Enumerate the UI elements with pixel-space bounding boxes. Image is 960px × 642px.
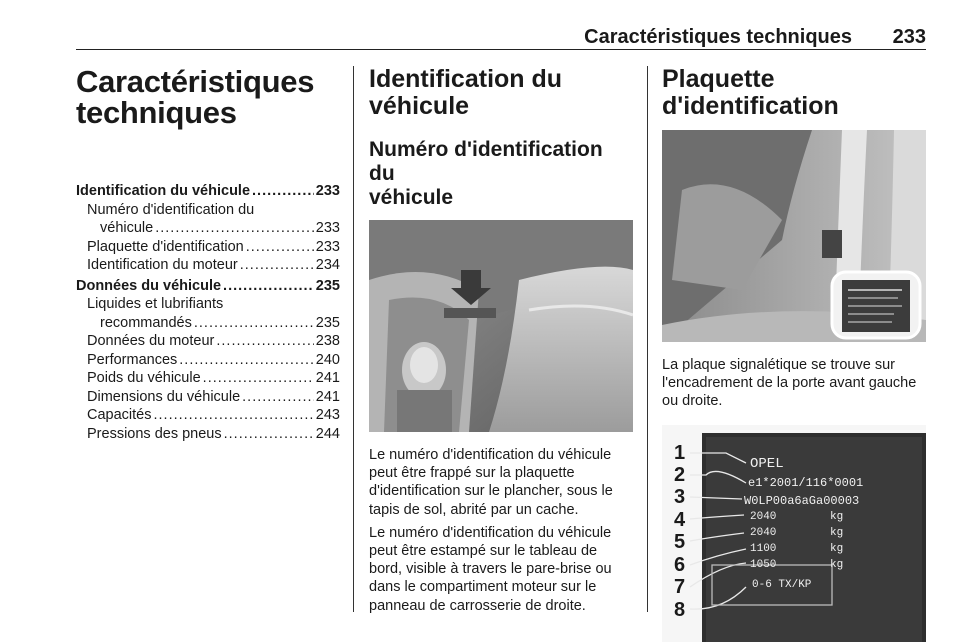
plate-weight: 1100 [750, 542, 777, 555]
callout-number: 7 [674, 575, 686, 598]
column-divider [353, 66, 354, 612]
toc-entry[interactable]: Dimensions du véhicule ..... 241 [76, 388, 340, 407]
callout-number: 6 [674, 553, 686, 576]
toc-entry[interactable]: Performances ..... 240 [76, 351, 340, 370]
vin-description [369, 446, 633, 615]
plate-column [662, 66, 926, 642]
page-number: 233 [892, 26, 926, 48]
callout-number: 5 [674, 530, 686, 553]
paragraph: Le numéro d'identification du véhicule peut être estampé sur le tableau de bord, visible à travers le pare-brise ou dans le compartiment moteur sur le panneau de carrosserie de droite. [369, 524, 612, 614]
paragraph: Le numéro d'identification du véhicule peut être frappé sur la plaquette d'identification sur le plancher, sous le tapis de sol, abrité par un cache. [369, 447, 613, 518]
plate-description [662, 356, 926, 411]
toc-entry[interactable]: Numéro d'identification du [87, 201, 255, 218]
toc-entry[interactable]: Liquides et lubrifiants [87, 296, 224, 312]
toc-entry[interactable]: Capacités ..... 243 [76, 406, 340, 425]
column-divider [647, 66, 648, 612]
toc-entry-continued[interactable]: véhicule ..... 233 [76, 219, 340, 238]
chapter-title: Caractéristiques techniques [76, 64, 315, 130]
toc-entry[interactable]: Pressions des pneus ..... 244 [76, 425, 340, 444]
callout-number: 3 [674, 485, 686, 508]
section-title: Identification du véhicule [369, 65, 563, 120]
toc-entry[interactable]: Plaquette d'identification ..... 233 [76, 238, 340, 257]
callout-number: 2 [674, 463, 686, 486]
plate-brand: OPEL [750, 455, 784, 472]
toc-entry-continued[interactable]: recommandés ..... 235 [76, 314, 340, 333]
section-title: Plaquette d'identification [662, 65, 839, 120]
toc-entry[interactable]: Poids du véhicule ..... 241 [76, 369, 340, 388]
plate-location-photo [662, 130, 926, 342]
plate-vin: W0LP00a6aGa00003 [744, 493, 860, 508]
plate-approval: e1*2001/116*0001 [748, 475, 864, 490]
toc-section [76, 277, 340, 444]
callout-number: 1 [674, 441, 686, 464]
plate-diagram [662, 425, 926, 642]
plate-unit: kg [830, 558, 844, 571]
toc-entry[interactable]: Identification du moteur ..... 234 [76, 256, 340, 275]
toc-entry[interactable]: Données du véhicule ..... 235 [76, 277, 340, 296]
plate-weight: 1050 [750, 558, 777, 571]
toc-section [76, 182, 340, 275]
toc-entry[interactable]: Identification du véhicule ..... 233 [76, 182, 340, 201]
plate-unit: kg [830, 510, 844, 523]
plate-weight: 2040 [750, 526, 777, 539]
plate-bottom-code: 0-6 TX/KP [752, 578, 812, 591]
plate-weight: 2040 [750, 510, 777, 523]
plate-unit: kg [830, 526, 844, 539]
running-title: Caractéristiques techniques [584, 26, 852, 48]
subsection-title: Numéro d'identification du véhicule [369, 138, 603, 209]
vin-location-photo [369, 220, 633, 432]
callout-number: 4 [674, 508, 686, 531]
vin-column [369, 66, 633, 620]
plate-unit: kg [830, 542, 844, 555]
running-header [76, 26, 926, 50]
toc-column [76, 66, 340, 444]
toc-entry[interactable]: Données du moteur ..... 238 [76, 332, 340, 351]
paragraph: La plaque signalétique se trouve sur l'encadrement de la porte avant gauche ou droite. [662, 357, 917, 410]
callout-number: 8 [674, 598, 686, 621]
